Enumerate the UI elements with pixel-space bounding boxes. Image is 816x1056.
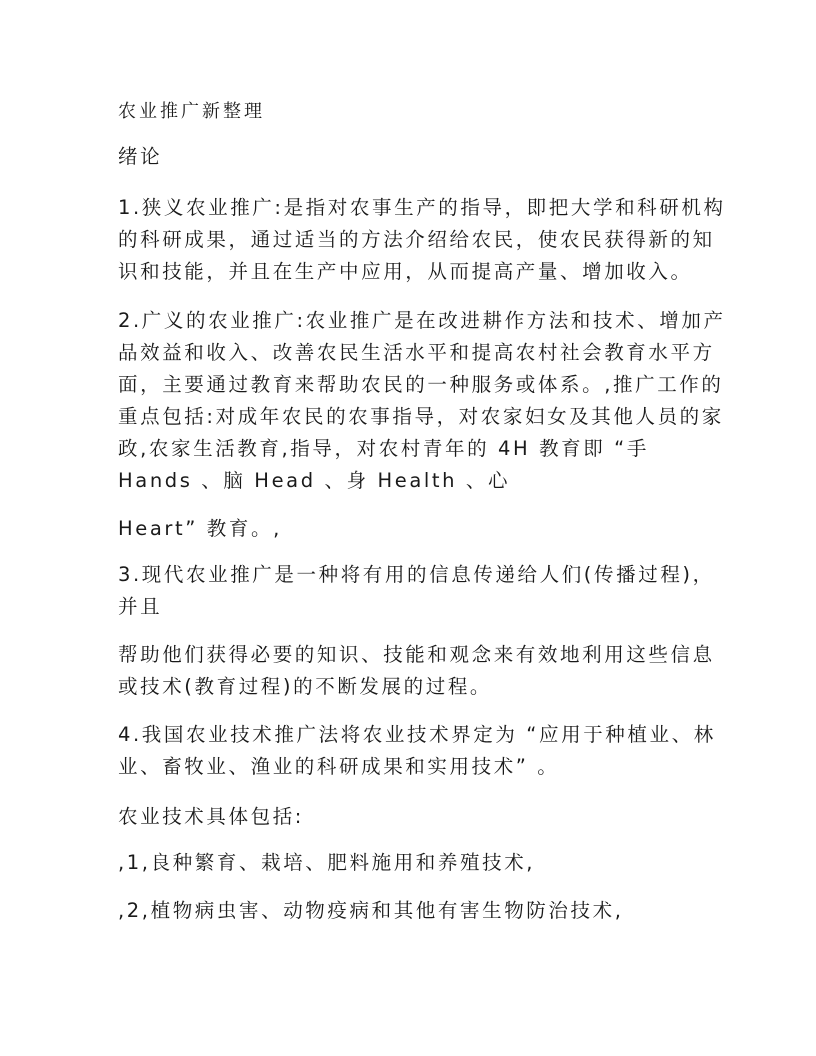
section-heading: 绪论 [118, 145, 163, 168]
paragraph-2-continuation: Heart” 教育。, [118, 517, 282, 540]
paragraph-1-line: 1.狭义农业推广:是指对农事生产的指导，即把大学和科研机构 [118, 196, 726, 219]
paragraph-2-line: 重点包括:对成年农民的农事指导，对农家妇女及其他人员的家 [118, 405, 724, 428]
paragraph-2-line: 政,农家生活教育,指导，对农村青年的 4H 教育即 “手 [118, 437, 649, 460]
paragraph-4-line: 4.我国农业技术推广法将农业技术界定为 “应用于种植业、林 [118, 723, 716, 746]
paragraph-3b-line: 或技术(教育过程)的不断发展的过程。 [118, 675, 493, 698]
paragraph-5: 农业技术具体包括: [118, 805, 304, 828]
paragraph-2-line: Hands 、脑 Head 、身 Health 、心 [118, 469, 511, 492]
list-item: ,2,植物病虫害、动物疫病和其他有害生物防治技术, [118, 899, 624, 922]
paragraph-3-line: 并且 [118, 595, 163, 618]
paragraph-3-line: 3.现代农业推广是一种将有用的信息传递给人们(传播过程)， [118, 563, 715, 586]
paragraph-2-line: 2.广义的农业推广:农业推广是在改进耕作方法和技术、增加产 [118, 309, 726, 332]
list-item: ,1,良种繁育、栽培、肥料施用和养殖技术, [118, 851, 536, 874]
paragraph-4-line: 业、畜牧业、渔业的科研成果和实用技术” 。 [118, 755, 560, 778]
paragraph-3b-line: 帮助他们获得必要的知识、技能和观念来有效地利用这些信息 [118, 643, 715, 666]
paragraph-2-line: 品效益和收入、改善农民生活水平和提高农村社会教育水平方 [118, 341, 715, 364]
document-title: 农业推广新整理 [118, 101, 265, 122]
paragraph-2-line: 面，主要通过教育来帮助农民的一种服务或体系。,推广工作的 [118, 373, 724, 396]
paragraph-1-line: 的科研成果，通过适当的方法介绍给农民，使农民获得新的知 [118, 228, 715, 251]
paragraph-1-line: 识和技能，并且在生产中应用，从而提高产量、增加收入。 [118, 260, 693, 283]
